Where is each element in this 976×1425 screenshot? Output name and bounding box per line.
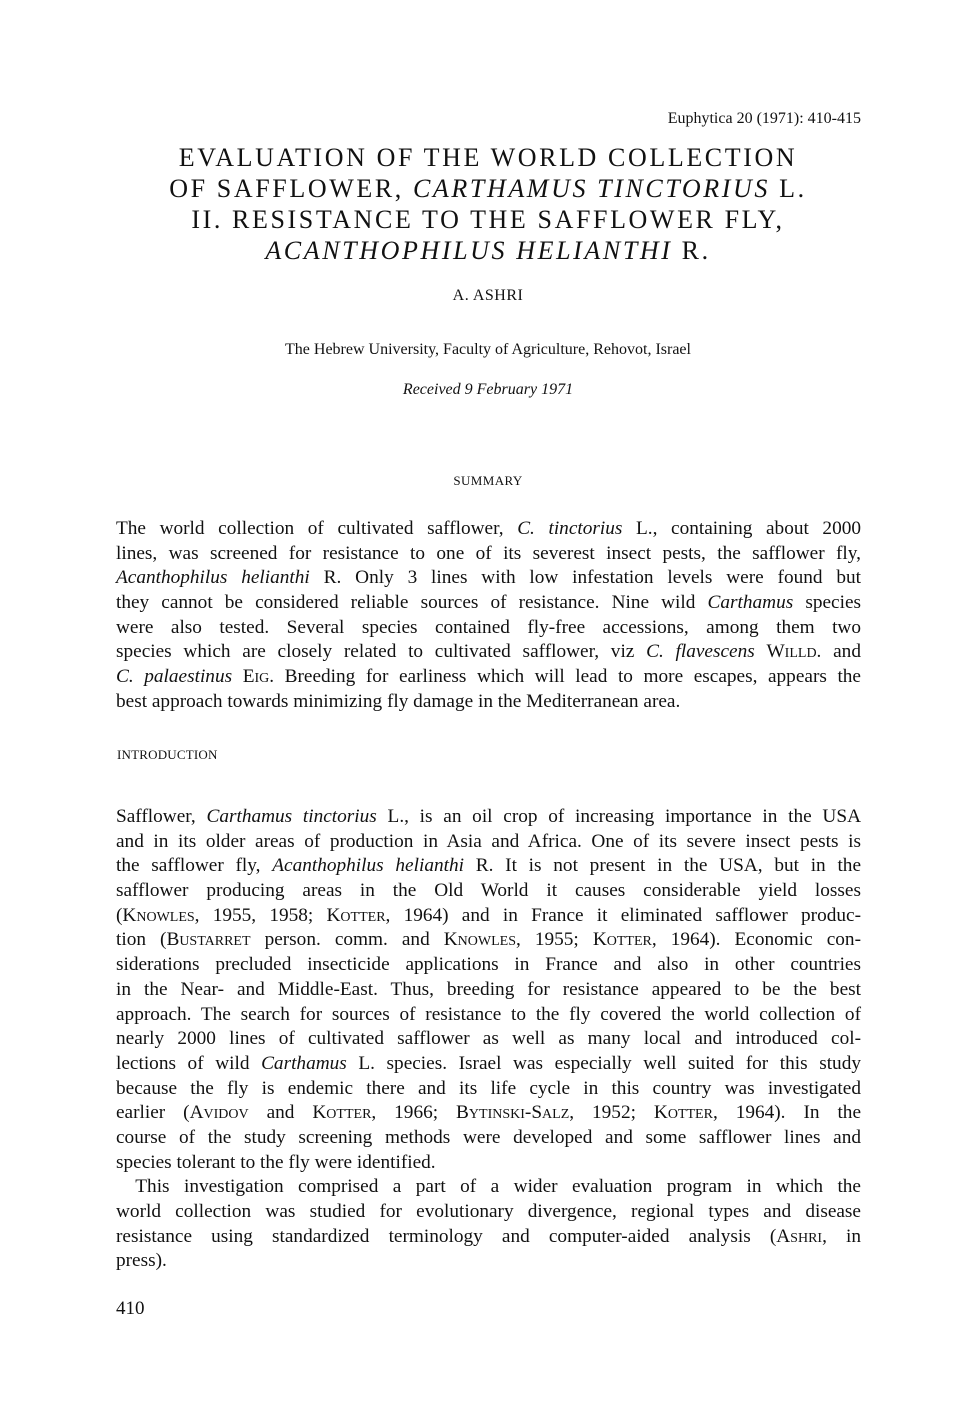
text-segment: R.	[672, 236, 711, 265]
text-segment: The world collection of cultivated safflower,	[116, 518, 518, 539]
text-segment: OF SAFFLOWER,	[169, 174, 413, 203]
small-caps-name: Willd.	[766, 641, 822, 663]
text-segment: L.	[770, 174, 807, 203]
received-date: Received 9 February 1971	[402, 381, 574, 398]
text-line	[116, 953, 861, 978]
small-caps-name: Ashri	[776, 1225, 823, 1247]
small-caps-name: Knowles	[443, 929, 516, 951]
italic-text: Carthamus	[261, 1052, 347, 1074]
text-segment	[232, 666, 243, 687]
text-segment	[755, 641, 767, 662]
author: A. ASHRI	[452, 287, 524, 304]
text-line	[116, 1175, 861, 1200]
summary-heading: SUMMARY	[453, 473, 523, 488]
text-line	[116, 640, 861, 665]
italic-text: Carthamus tinctorius	[206, 806, 377, 827]
text-line	[116, 928, 861, 953]
text-line	[116, 1027, 861, 1052]
text-segment: species tolerant to the fly were identified.	[116, 1151, 436, 1173]
small-caps-name: Bustarret	[166, 929, 251, 951]
text-segment: R. Only 3 lines with low infestation levels were found but	[309, 567, 861, 589]
text-line	[0, 204, 976, 235]
text-segment: and in its older areas of production in Asia and Africa. One of its severe insect pests is	[116, 830, 861, 852]
text-segment: Safflower,	[116, 806, 207, 827]
journal-reference: Euphytica 20 (1971): 410-415	[667, 110, 861, 127]
text-line	[116, 1052, 861, 1077]
text-segment: resistance using standardized terminology and computer-aided analysis (	[116, 1225, 777, 1247]
text-line	[0, 235, 976, 266]
small-caps-name: Kotter	[312, 1102, 372, 1124]
text-segment: because the fly is endemic there and its life cycle in this country was investigated	[116, 1077, 861, 1099]
small-caps-name: Eig.	[242, 666, 275, 688]
text-segment: , 1955;	[516, 929, 593, 951]
text-segment: , 1964). Economic con-	[651, 929, 861, 951]
text-segment: , in	[822, 1225, 862, 1247]
text-line	[116, 542, 861, 567]
text-line	[116, 690, 861, 715]
small-caps-name: Avidov	[189, 1102, 249, 1124]
text-segment: the safflower fly,	[116, 855, 273, 877]
text-segment: they cannot be considered reliable sources of resistance. Nine wild	[116, 592, 708, 614]
text-segment: II. RESISTANCE TO THE SAFFLOWER FLY,	[191, 205, 785, 234]
affiliation: The Hebrew University, Faculty of Agriculture, Rehovot, Israel	[285, 341, 691, 358]
text-segment: approach. The search for sources of resistance to the fly covered the world collection of	[116, 1003, 861, 1025]
text-segment: safflower producing areas in the Old World it causes considerable yield losses	[116, 880, 861, 902]
text-segment: , 1964) and in France it eliminated safflower produc-	[385, 904, 861, 926]
text-segment: press).	[116, 1250, 167, 1272]
text-line	[116, 665, 861, 690]
text-line	[116, 591, 861, 616]
italic-text: C. tinctorius	[517, 518, 623, 539]
text-line	[116, 1126, 861, 1151]
text-segment: EVALUATION OF THE WORLD COLLECTION	[178, 143, 798, 172]
text-segment: R. It is not present in the USA, but in the	[463, 855, 862, 877]
text-segment: siderations precluded insecticide applications in France and also in other countries	[116, 954, 861, 976]
text-line	[116, 1200, 861, 1225]
text-line	[0, 173, 976, 204]
text-line	[116, 1249, 861, 1274]
text-line	[116, 978, 861, 1003]
text-line	[116, 879, 861, 904]
text-segment: and	[248, 1102, 313, 1124]
text-segment: , 1964). In the	[712, 1102, 862, 1124]
text-segment: , 1955, 1958;	[194, 904, 327, 926]
text-segment: course of the study screening methods were developed and some safflower lines and	[116, 1126, 861, 1148]
text-segment: Breeding for earliness which will lead to more escapes, appears the	[274, 666, 861, 688]
introduction-body	[116, 805, 861, 1274]
text-segment: L. species. Israel was especially well suited for this study	[346, 1052, 861, 1074]
summary-paragraph	[116, 517, 861, 715]
text-line	[116, 1077, 861, 1102]
text-line	[116, 904, 861, 929]
text-segment: nearly 2000 lines of cultivated safflower as well as many local and introduced col-	[116, 1028, 861, 1050]
text-segment: in the Near- and Middle-East. Thus, breeding for resistance appeared to be the best	[116, 978, 861, 1000]
text-segment: lections of wild	[116, 1052, 262, 1074]
text-segment: best approach towards minimizing fly damage in the Mediterranean area.	[116, 690, 681, 712]
text-segment: tion (	[116, 929, 167, 951]
text-segment: L., containing about 2000	[622, 518, 861, 539]
italic-text: Acanthophilus helianthi	[272, 855, 464, 877]
text-segment: lines, was screened for resistance to one of its severest insect pests, the safflower fly,	[116, 542, 861, 564]
introduction-heading: INTRODUCTION	[117, 747, 218, 762]
italic-text: C. flavescens	[646, 641, 755, 663]
introduction-paragraph-1	[116, 805, 861, 1175]
text-line	[116, 566, 861, 591]
text-segment: person. comm. and	[250, 929, 444, 951]
text-line	[116, 616, 861, 641]
text-segment: L., is an oil crop of increasing importance in the USA	[376, 806, 862, 827]
italic-text: Acanthophilus helianthi	[116, 567, 310, 589]
small-caps-name: Bytinski-Salz	[456, 1102, 570, 1124]
text-segment: were also tested. Several species contained fly-free accessions, among them two	[116, 616, 861, 638]
text-segment: , 1952;	[569, 1102, 654, 1124]
text-line	[116, 854, 861, 879]
text-segment: species which are closely related to cultivated safflower, viz	[116, 641, 647, 663]
introduction-paragraph-2	[116, 1175, 861, 1274]
text-line	[116, 1225, 861, 1250]
paper-title	[0, 142, 976, 266]
text-segment: earlier (	[116, 1102, 190, 1124]
italic-text: CARTHAMUS TINCTORIUS	[412, 174, 771, 203]
text-line	[116, 1003, 861, 1028]
page-number: 410	[116, 1298, 145, 1319]
small-caps-name: Kotter	[653, 1102, 713, 1124]
text-line	[0, 142, 976, 173]
text-line	[116, 805, 861, 830]
text-line	[116, 517, 861, 542]
text-segment: world collection was studied for evolutionary divergence, regional types and disease	[116, 1201, 861, 1222]
text-segment: (	[116, 904, 123, 926]
text-segment: , 1966;	[371, 1102, 457, 1124]
italic-text: Carthamus	[707, 592, 794, 614]
text-segment: and	[821, 641, 861, 663]
text-line	[116, 1151, 861, 1176]
small-caps-name: Kotter	[592, 929, 652, 951]
italic-text: C. palaestinus	[116, 666, 233, 688]
text-segment: This investigation comprised a part of a wider evaluation program in which the	[116, 1176, 861, 1198]
small-caps-name: Knowles	[122, 904, 195, 926]
text-line	[116, 830, 861, 855]
small-caps-name: Kotter	[326, 904, 386, 926]
text-segment: species	[793, 592, 862, 614]
text-line	[116, 1101, 861, 1126]
italic-text: ACANTHOPHILUS HELIANTHI	[265, 236, 673, 265]
